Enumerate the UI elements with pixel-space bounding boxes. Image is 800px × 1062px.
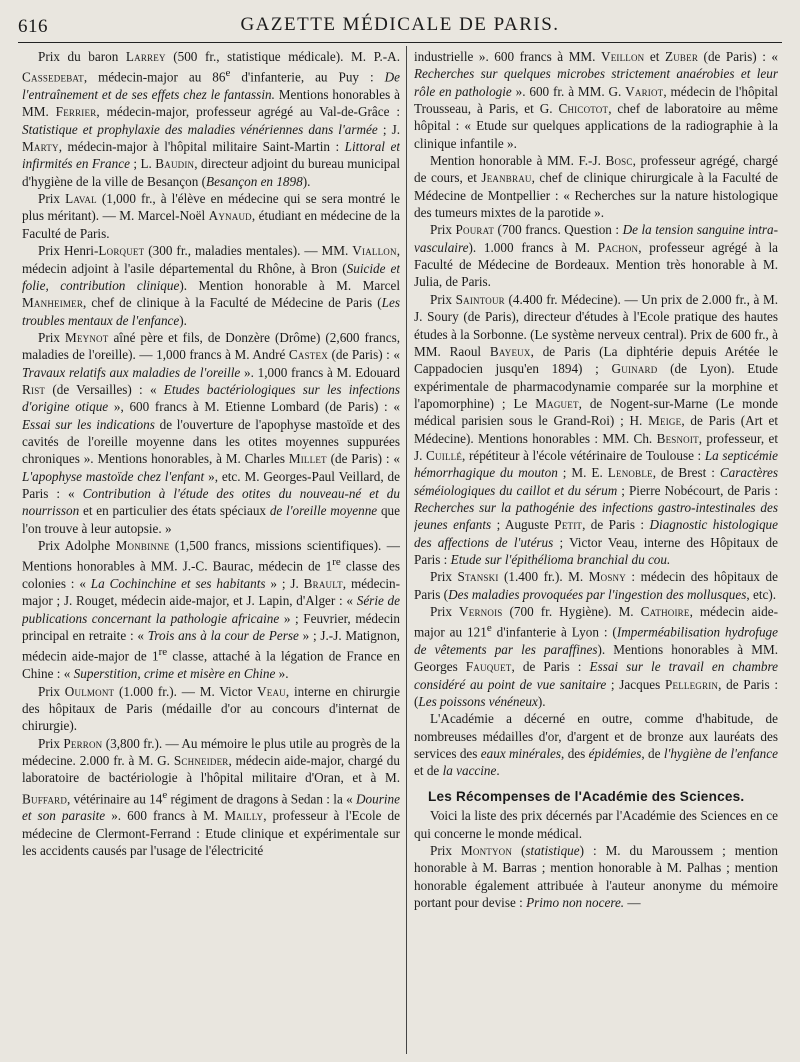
header-rule	[18, 42, 782, 43]
column-divider	[406, 46, 407, 1054]
paragraph: Prix Meynot aîné père et fils, de Donzère (Drôme) (2,600 francs, maladies de l'oreille). — 1,000 francs à M. André Castex (de Paris) : « Travaux relatifs aux maladies de l'oreille ». 1,000 francs à M. Edouard Rist (de Versailles) : « Etudes bactériologiques sur les infections d'origine otique », 600 francs à M. Etienne Lombard (de Paris) : « Essai sur les indications de l'ouverture de l'apophyse mastoïde et des cavités de l'oreille moyenne dans les otites moyennes suppurées chroniques ». Mentions honorables, à M. Charles Millet (de Paris) : « L'apophyse mastoïde chez l'enfant », etc. M. Georges-Paul Veillard, de Paris : « Contribution à l'étude des otites du nouveau-né et du nourrisson et en particulier des états spéciaux de l'oreille moyenne que l'on trouve à leur autopsie. »	[22, 329, 400, 536]
left-column	[22, 48, 400, 1054]
running-title: GAZETTE MÉDICALE DE PARIS.	[240, 14, 560, 35]
page-header	[18, 14, 782, 40]
paragraph: Mention honorable à MM. F.-J. Bosc, professeur agrégé, chargé de cours, et Jeanbrau, chef de clinique chirurgicale à la Faculté de Médecine de Montpellier : « Recherches sur la nature histologique des tumeurs mixtes de la parotide ».	[414, 153, 778, 221]
paragraph: industrielle ». 600 francs à MM. Veillon et Zuber (de Paris) : « Recherches sur quelques microbes strictement anaérobies et leur rôle en pathologie ». 600 fr. à MM. G. Variot, médecin de l'hôpital Trousseau, à Paris, et G. Chicotot, chef de laboratoire au même hôpital : « Etude sur quelques applications de la radiographie à la clinique infantile ».	[414, 49, 778, 151]
paragraph: Prix Laval (1,000 fr., à l'élève en médecine qui se sera montré le plus méritant). — M. Marcel-Noël Aynaud, étudiant en médecine de la Faculté de Paris.	[22, 191, 400, 241]
paragraph: Prix Adolphe Monbinne (1,500 francs, missions scientifiques). — Mentions honorables à MM. J.-C. Baurac, médecin de 1re classe des colonies : « La Cochinchine et ses habitants » ; J. Brault, médecin-major ; J. Rouget, médecin aide-major, et J. Lapin, d'Alger : « Série de publications concernant la pathologie africaine » ; Feuvrier, médecin principal en retraite : « Trois ans à la cour de Perse » ; J.-J. Matignon, médecin aide-major de 1re classe, attaché à la légation de France en Chine : « Superstition, crime et misère en Chine ».	[22, 538, 400, 682]
paragraph: Prix Pourat (700 francs. Question : De la tension sanguine intra-vasculaire). 1.000 francs à M. Pachon, professeur agrégé à la Faculté de Médecine de Bordeaux. Mention très honorable à M. Julia, de Paris.	[414, 222, 778, 290]
paragraph: Prix Stanski (1.400 fr.). M. Mosny : médecin des hôpitaux de Paris (Des maladies provoquées par l'ingestion des mollusques, etc).	[414, 569, 778, 602]
paragraph: Voici la liste des prix décernés par l'Académie des Sciences en ce qui concerne le monde médical.	[414, 808, 778, 841]
section-title: Les Récompenses de l'Académie des Sciences.	[428, 788, 745, 804]
paragraph: Prix Vernois (700 fr. Hygiène). M. Cathoire, médecin aide-major au 121e d'infanterie à Lyon : (Imperméabilisation hydrofuge de vêtements par les paraffines). Mentions honorables à MM. Georges Fauquet, de Paris : Essai sur le travail en chambre considéré au point de vue sanitaire ; Jacques Pellegrin, de Paris : (Les poissons vénéneux).	[414, 604, 778, 710]
paragraph: L'Académie a décerné en outre, comme d'habitude, de nombreuses médailles d'or, d'argent et de bronze aux lauréats des services des eaux minérales, des épidémies, de l'hygiène de l'enfance et de la vaccine.	[414, 711, 778, 779]
paragraph: Prix Henri-Lorquet (300 fr., maladies mentales). — MM. Viallon, médecin adjoint à l'asile départemental du Rhône, à Bron (Suicide et folie, contribution clinique). Mention honorable à M. Marcel Manheimer, chef de clinique à la Faculté de Médecine de Paris (Les troubles mentaux de l'enfance).	[22, 243, 400, 328]
right-column	[414, 48, 778, 1054]
paragraph: Prix Saintour (4.400 fr. Médecine). — Un prix de 2.000 fr., à M. J. Soury (de Paris), directeur d'études à l'Ecole pratique des hautes études à la Sorbonne. (Le système nerveux central). Prix de 600 fr., à MM. Raoul Bayeux, de Paris (La diphtérie depuis Arétée le Cappadocien jusqu'en 1894) ; Guinard (de Lyon). Etude expérimentale de pharmacodynamie comparée sur la morphine et l'apomorphine) ; Le Maguet, de Nogent-sur-Marne (Le monde médical parisien sous le Grand-Roi) ; H. Meige, de Paris (Art et Médecine). Mentions honorables : MM. Ch. Besnoit, professeur, et J. Cuillé, répétiteur à l'école vétérinaire de Toulouse : La septicémie hémorrhagique du mouton ; M. E. Lenoble, de Brest : Caractères séméiologiques du caillot et du sérum ; Pierre Nobécourt, de Paris : Recherches sur la pathogénie des infections gastro-intestinales des jeunes enfants ; Auguste Petit, de Paris : Diagnostic histologique des affections de l'utérus ; Victor Veau, interne des Hôpitaux de Paris : Etude sur l'épithélioma branchial du cou.	[414, 291, 778, 567]
paragraph: Prix Oulmont (1.000 fr.). — M. Victor Veau, interne en chirurgie des hôpitaux de Paris (médaille d'or au concours d'internat de chirurgie).	[22, 683, 400, 734]
page-number: 616	[18, 16, 48, 37]
paragraph: Prix du baron Larrey (500 fr., statistique médicale). M. P.-A. Cassedebat, médecin-major au 86e d'infanterie, au Puy : De l'entraînement et de ses effets chez le fantassin. Mentions honorables à MM. Ferrier, médecin-major, professeur agrégé au Val-de-Grâce : Statistique et prophylaxie des maladies vénériennes dans l'armée ; J. Marty, médecin-major à l'hôpital militaire Saint-Martin : Littoral et infirmités en France ; L. Baudin, directeur adjoint du bureau municipal d'hygiène de la ville de Besançon (Besançon en 1898).	[22, 49, 400, 189]
paragraph: Prix Montyon (statistique) : M. du Maroussem ; mention honorable à M. Barras ; mention honorable à M. Palhas ; mention honorable également attribuée à l'auteur anonyme du mémoire portant pour devise : Primo non nocere. —	[414, 842, 778, 910]
paragraph: Prix Perron (3,800 fr.). — Au mémoire le plus utile au progrès de la médecine. 2.000 fr. à M. G. Schneider, médecin aide-major, chargé du laboratoire de bactériologie à l'hôpital militaire d'Oran, et à M. Buffard, vétérinaire au 14e régiment de dragons à Sedan : la « Dourine et son parasite ». 600 francs à M. Mailly, professeur à l'Ecole de médecine de Clermont-Ferrand : Etude clinique et expérimentale sur les accidents causés par l'usage de l'électricité	[22, 735, 400, 859]
